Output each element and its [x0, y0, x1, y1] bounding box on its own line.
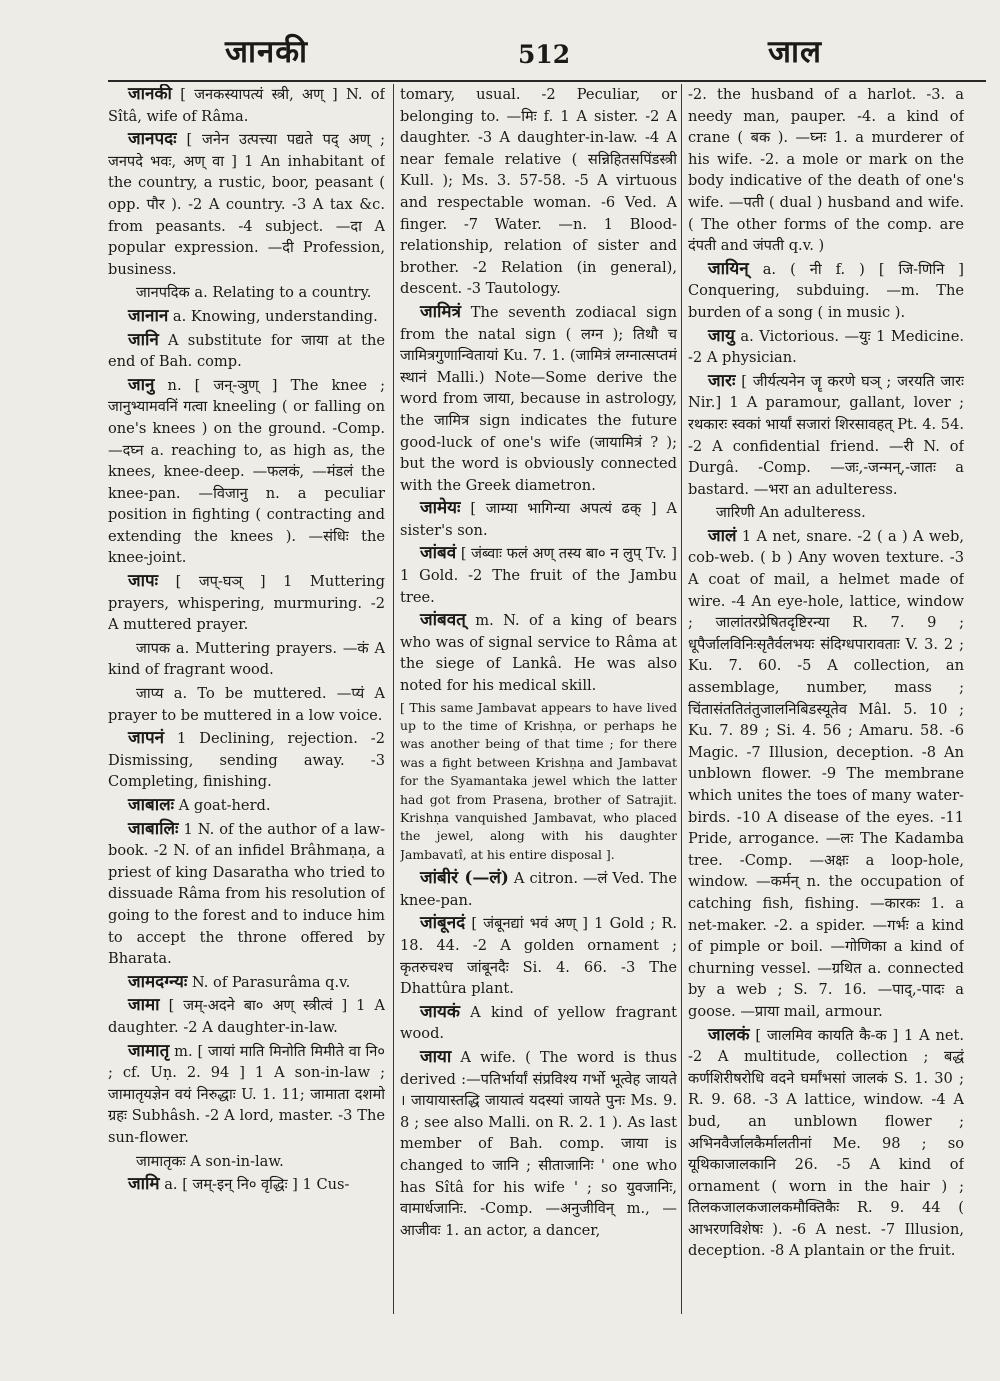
entry-note [400, 699, 677, 865]
entry-definition: 1 A net, snare. -2 ( a ) A web, cob-web. ( b ) Any woven texture. -3 A coat of mail, a helmet made of wire. -4 An eye-hole, lattice, window ; जालांतरप्रेषितदृष्टिरन्या R. 7. 9 ; धूपैर्जालविनिःसृतैर्वलभयः संदिग्धपारावताः V. 3. 2 ; Ku. 7. 60. -5 A collection, an assemblage, number, mass ; चिंतासंततितंतुजालनिबिडस्यूतेव Mâl. 5. 10 ; Ku. 7. 89 ; Si. 4. 56 ; Amaru. 58. -6 Magic. -7 Illusion, deception. -8 An unblown flower. -9 The membrane which unites the toes of many water-birds. -10 A disease of the eyes. -11 Pride, arrogance. —लः The Kadamba tree. -Comp. —अक्षः a loop-hole, window. —कर्मन् n. the occupation of catching fish, fishing. —कारकः 1. a net-maker. -2. a spider. —गर्भः a kind of pimple or boil. —गोणिका a kind of churning vessel. —ग्रथित a. connected by a web ; S. 7. 16. —पाद्,-पादः a goose. —प्राया mail, armour. [688, 527, 964, 1020]
entry-definition: [ जम्-अदने बा० अण् स्त्रीत्वं ] 1 A daughter. -2 A daughter-in-law. [108, 997, 385, 1036]
entry-definition: A son-in-law. [185, 1152, 284, 1170]
entry-headword: जारिणी [716, 504, 755, 522]
entry-headword: जायु [708, 325, 735, 346]
column-divider [681, 84, 682, 1314]
entry-headword: जांबवं [420, 543, 457, 564]
entry-definition: a. Knowing, understanding. [168, 307, 378, 325]
entry-definition: -2. the husband of a harlot. -3. a needy man, pauper. -4. a kind of crane ( बक ). —घ्नः 1. a murderer of his wife. -2. a mole or mark on the body indicative of the death of one's wife. —पती ( dual ) husband and wife. ( The other forms of the comp. are दंपती and जंपती q.v. ) [688, 86, 964, 255]
dictionary-entry [688, 326, 964, 369]
entry-definition: The seventh zodiacal sign from the natal sign ( लग्न ); तिथौ च जामित्रगुणान्वितायां Ku. 7. 1. (जामित्रं लग्नात्सप्तमं स्थानं Malli.) Note—Some derive the word from जाया, because in astrology, the जामित्र sign indicates the future good-luck of one's wife (जायामित्रं ? ); but the word is obviously connected with the Greek diametron. [400, 303, 677, 494]
column-divider [393, 84, 394, 1314]
dictionary-entry [400, 1047, 677, 1241]
entry-headword: जामातृकः [136, 1152, 186, 1170]
entry-headword: जानकी [128, 84, 172, 104]
entry-definition: N. of Parasurâma q.v. [187, 973, 351, 991]
column-3 [688, 84, 964, 1364]
entry-headword: जानपदः [128, 129, 177, 150]
dictionary-entry [108, 1151, 385, 1173]
entry-definition: tomary, usual. -2 Peculiar, or belonging to. —मिः f. 1 A sister. -2 A daughter. -3 A daughter-in-law. -4 A near female relative ( सन्निहितसपिंडस्त्री Kull. ); Ms. 3. 57-58. -5 A virtuous and respectable woman. -6 Ved. A finger. -7 Water. —n. 1 Blood-relationship, relation of sister and brother. -2 Relation (in general), descent. -3 Tautology. [400, 86, 677, 298]
entry-headword: जारः [708, 370, 736, 391]
entry-headword: जामित्रं [420, 301, 461, 322]
entry-definition: [ This same Jambavat appears to have lived up to the time of Krishṇa, or perhaps he was another being of that time ; for there was a fight between Krishṇa and Jambavat for the Syamantaka jewel which the latter had got from Prasena, brother of Satrajit. Krishṇa vanquished Jambavat, who placed the jewel, along with his daughter Jambavatî, at his entire disposal ]. [400, 699, 677, 862]
entry-headword: जामि [128, 1174, 160, 1195]
dictionary-entry [400, 610, 677, 696]
entry-headword: जायिन् [708, 258, 749, 279]
entry-definition: m. N. of a king of bears who was of signal service to Râma at the siege of Lankâ. He was also noted for his medical skill. [400, 612, 677, 695]
entry-definition: [ जनकस्यापत्यं स्त्री, अण् ] N. of Sîtâ, wife of Râma. [108, 86, 385, 125]
entry-definition: m. [ जायां माति मिनोति मिमीते वा नि० ; cf. Uṇ. 2. 94 ] 1 A son-in-law ; जामातृयज्ञेन वयं निरुद्धाः U. 1. 11; जामाता दशमो ग्रहः Subhâsh. -2 A lord, master. -3 The sun-flower. [108, 1042, 385, 1146]
dictionary-entry [108, 638, 385, 681]
left-running-headword: जानकी [225, 34, 309, 70]
entry-headword: जायकं [420, 1001, 460, 1022]
entry-headword: जानान [128, 305, 169, 326]
entry-definition: [ जालमिव कायति कै-क ] 1 A net. -2 A multitude, collection ; बद्धं कर्णशिरीषरोधि वदने घर्मांभसां जालकं S. 1. 30 ; R. 9. 68. -3 A lattice, window. -4 A bud, an unblown flower ; अभिनवैर्जालकैर्मालतीनां Me. 98 ; so यूथिकाजालकानि 26. -5 A kind of ornament ( worn in the hair ) ; तिलकजालकजालकमौक्तिकैः R. 9. 44 ( आभरणविशेषः ). -6 A nest. -7 Illusion, deception. -8 A plantain or the fruit. [688, 1026, 964, 1260]
entry-definition: An adulteress. [754, 504, 866, 522]
dictionary-entry [400, 1002, 677, 1045]
dictionary-entry [400, 543, 677, 608]
entry-headword: जांबवत् [420, 610, 466, 631]
dictionary-entry [108, 84, 385, 127]
page-header [108, 28, 976, 76]
entry-headword: जानु [128, 374, 155, 395]
entry-definition: A wife. ( The word is thus derived :—पतिर्भार्यां संप्रविश्य गर्भो भूत्वेह जायते । जायायास्तद्धि जायात्वं यदस्यां जायते पुनः Ms. 9. 8 ; see also Malli. on R. 2. 1 ). As last member of Bah. comp. जाया is changed to जानि ; सीताजानिः ' one who has Sîtâ for his wife ' ; so युवजानिः, वामार्धजानिः. -Comp. —अनुजीविन् m., —आजीवः 1. an actor, a dancer, [400, 1049, 677, 1239]
dictionary-entry [400, 868, 677, 911]
dictionary-entry [400, 302, 677, 496]
column-1 [108, 84, 385, 1364]
entry-headword: जानपदिक [136, 284, 190, 302]
entry-headword: जालकं [708, 1024, 750, 1045]
entry-definition: [ जाम्या भागिन्या अपत्यं ढक् ] A sister's son. [400, 500, 677, 539]
entry-definition: [ जंब्वाः फलं अण् तस्य बा० न लुप् Tv. ] 1 Gold. -2 The fruit of the Jambu tree. [400, 545, 677, 606]
dictionary-entry [108, 129, 385, 280]
entry-definition: a. To be muttered. —प्यं A prayer to be muttered in a low voice. [108, 685, 385, 724]
entry-definition: [ जनेन उत्पत्त्या पद्यते पद् अण् ; जनपदे भवः, अण् वा ] 1 An inhabitant of the country, a rustic, boor, peasant ( opp. पौर ). -2 A country. -3 A tax &c. from peasants. -4 subject. —दा A popular expression. —दी Profession, business. [108, 131, 385, 278]
entry-headword: जापक [136, 639, 171, 657]
dictionary-entry [108, 1041, 385, 1149]
entry-definition: 1 Declining, rejection. -2 Dismissing, sending away. -3 Completing, finishing. [108, 730, 385, 791]
entry-headword: जांबूनदं [420, 913, 466, 934]
entry-headword: जांबीरं (—लं) [420, 868, 509, 889]
dictionary-entry [108, 819, 385, 970]
dictionary-entry [688, 1025, 964, 1263]
entry-headword: जालं [708, 525, 737, 546]
dictionary-entry [108, 683, 385, 726]
dictionary-entry [108, 282, 385, 304]
entry-definition: [ जीर्यत्यनेन जॄ करणे घञ् ; जरयति जारः Nir.] 1 A paramour, gallant, lover ; रथकारः स्वकां भार्यां सजारां शिरसावहत् Pt. 4. 54. -2 A confidential friend. —री N. of Durgâ. -Comp. —जः,-जन्मन्,-जातः a bastard. —भरा an adulteress. [688, 372, 964, 498]
entry-definition: 1 N. of the author of a law-book. -2 N. of an infidel Brâhmaṇa, a priest of king Dasaratha who tried to dissuade Râma from his resolution of going to the forest and to induce him to accept the throne offered by Bharata. [108, 820, 385, 968]
entry-headword: जाप्य [136, 685, 164, 703]
dictionary-entry [688, 502, 964, 524]
entry-definition: A citron. —लं Ved. The knee-pan. [400, 870, 677, 909]
entry-definition: A goat-herd. [174, 797, 271, 814]
entry-definition: a. Relating to a country. [189, 284, 372, 302]
page-number: 512 [518, 40, 571, 69]
entry-headword: जानि [128, 329, 159, 350]
right-running-headword: जाल [768, 34, 823, 70]
dictionary-entry [400, 913, 677, 999]
header-rule [108, 80, 986, 82]
entry-headword: जाबालः [128, 795, 175, 815]
dictionary-entry [688, 84, 964, 257]
entry-definition: [ जंबूनद्यां भवं अण् ] 1 Gold ; R. 18. 44. -2 A golden ornament ; कृतरुचश्च जांबूनदैः Si. 4. 66. -3 The Dhattûra plant. [400, 915, 677, 998]
dictionary-entry [400, 498, 677, 541]
entry-definition: [ जप्-घञ् ] 1 Muttering prayers, whispering, murmuring. -2 A muttered prayer. [108, 573, 385, 634]
dictionary-entry [688, 371, 964, 501]
entry-headword: जामा [128, 995, 160, 1016]
entry-definition: a. Muttering prayers. —कं A kind of fragrant wood. [108, 639, 385, 679]
dictionary-entry [108, 972, 385, 994]
entry-headword: जाबालिः [128, 818, 179, 839]
dictionary-entry [108, 330, 385, 373]
entry-headword: जाया [420, 1047, 452, 1068]
dictionary-entry [108, 1174, 385, 1196]
dictionary-entry [108, 995, 385, 1038]
entry-definition: a. [ जम्-इन् नि० वृद्धिः ] 1 Cus- [159, 1176, 350, 1194]
entry-headword: जामदग्न्यः [128, 971, 188, 992]
entry-definition: A kind of yellow fragrant wood. [400, 1003, 677, 1043]
dictionary-entry [108, 728, 385, 793]
entry-definition: n. [ जन्-ञुण् ] The knee ; जानुभ्यामवनिं गत्वा kneeling ( or falling on one's knees ) on the ground. -Comp. —दघ्न a. reaching to, as high as, the knees, knee-deep. —फलकं, —मंडलं the knee-pan. —विजानु n. a peculiar position in fighting ( contracting and extending the knees ). —संधिः the knee-joint. [108, 376, 385, 567]
column-2 [400, 84, 677, 1364]
dictionary-entry [108, 306, 385, 328]
dictionary-entry [108, 375, 385, 569]
dictionary-entry [688, 526, 964, 1023]
entry-definition: a. ( नी f. ) [ जि-णिनि ] Conquering, subduing. —m. The burden of a song ( in music ). [688, 260, 964, 321]
dictionary-entry [108, 571, 385, 636]
entry-headword: जामेयः [420, 498, 461, 519]
entry-headword: जामातृ [128, 1040, 170, 1061]
entry-definition: A substitute for जाया at the end of Bah. comp. [108, 331, 385, 371]
entry-definition: a. Victorious. —युः 1 Medicine. -2 A physician. [688, 327, 964, 367]
dictionary-entry [400, 84, 677, 300]
entry-headword: जापः [128, 571, 159, 592]
dictionary-entry [688, 259, 964, 324]
entry-headword: जापनं [128, 728, 165, 749]
dictionary-entry [108, 795, 385, 817]
